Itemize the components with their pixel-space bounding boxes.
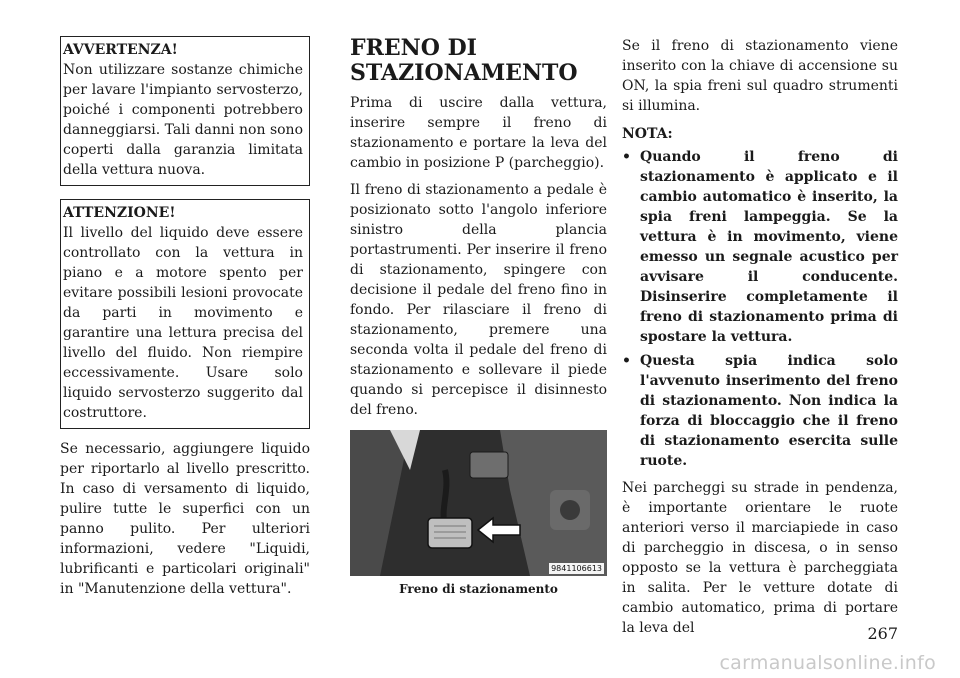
parking-brake-instructions: Il freno di stazionamento a pedale è posizionato sotto l'angolo inferiore sinistro della plancia portastrumenti. Per inserire il freno di stazionamento, spingere con decisione il pedale del freno fino in fondo. Per rilasciare il freno di stazionamento, premere una seconda volta il pedale del freno di stazionamento e sollevare il piede quando si percepisce il disinnesto del freno. — [350, 182, 607, 418]
page-number: 267 — [867, 624, 898, 643]
warning-title: AVVERTENZA! — [63, 42, 178, 58]
middle-column — [350, 36, 607, 596]
section-heading: FRENO DI STAZIONAMENTO — [350, 35, 578, 86]
note-label: NOTA: — [622, 126, 673, 142]
figure-code: 9841106613 — [551, 564, 602, 573]
parking-brake-intro: Prima di uscire dalla vettura, inserire sempre il freno di stazionamento e portare la leva del cambio in posizione P (parcheggio). — [350, 95, 607, 171]
parking-brake-illustration — [350, 430, 607, 576]
caution-body: Il livello del liquido deve essere controllato con la vettura in piano e a motore spento per evitare possibili lesioni provocate da parti in movimento e garantire una lettura precisa del livello del fluido. Non riempire eccessivamente. Usare solo liquido servosterzo suggerito dal costruttore. — [63, 225, 303, 421]
left-column — [60, 36, 310, 599]
watermark: carmanualsonline.info — [719, 652, 936, 674]
caution-title: ATTENZIONE! — [63, 205, 176, 221]
fluid-refill-paragraph: Se necessario, aggiungere liquido per riportarlo al livello prescritto. In caso di versamento di liquido, pulire tutte le superfici con un panno pulito. Per ulteriori informazioni, vedere "Liquidi, lubrificanti e particolari originali" in "Manutenzione della vettura". — [60, 441, 310, 597]
parking-brake-figure — [350, 430, 607, 576]
note-item: • Quando il freno di stazionamento è applicato e il cambio automatico è inserito, la spia freni lampeggia. Se la vettura è in movimento, viene emesso un segnale acustico per avvisare il conducente. Disinserire completamente il freno di stazionamento prima di spostare la vettura. — [622, 147, 898, 347]
note-item: • Questa spia indica solo l'avvenuto inserimento del freno di stazionamento. Non indica la forza di bloccaggio che il freno di stazionamento esercita sulle ruote. — [622, 351, 898, 471]
caution-box — [60, 199, 310, 429]
note-list — [622, 147, 898, 471]
figure-caption: Freno di stazionamento — [399, 582, 558, 596]
slope-parking-paragraph: Nei parcheggi su strade in pendenza, è importante orientare le ruote anteriori verso il marciapiede in caso di parcheggio in discesa, o in senso opposto se la vettura è parcheggiata in salita. Per le vetture dotate di cambio automatico, prima di portare la leva del — [622, 480, 898, 636]
right-column — [622, 36, 898, 638]
warning-body: Non utilizzare sostanze chimiche per lavare l'impianto servosterzo, poiché i componenti potrebbero danneggiarsi. Tali danni non sono coperti dalla garanzia limitata della vettura nuova. — [63, 62, 303, 178]
warning-box — [60, 36, 310, 186]
brake-light-paragraph: Se il freno di stazionamento viene inserito con la chiave di accensione su ON, la spia freni sul quadro strumenti si illumina. — [622, 38, 898, 114]
